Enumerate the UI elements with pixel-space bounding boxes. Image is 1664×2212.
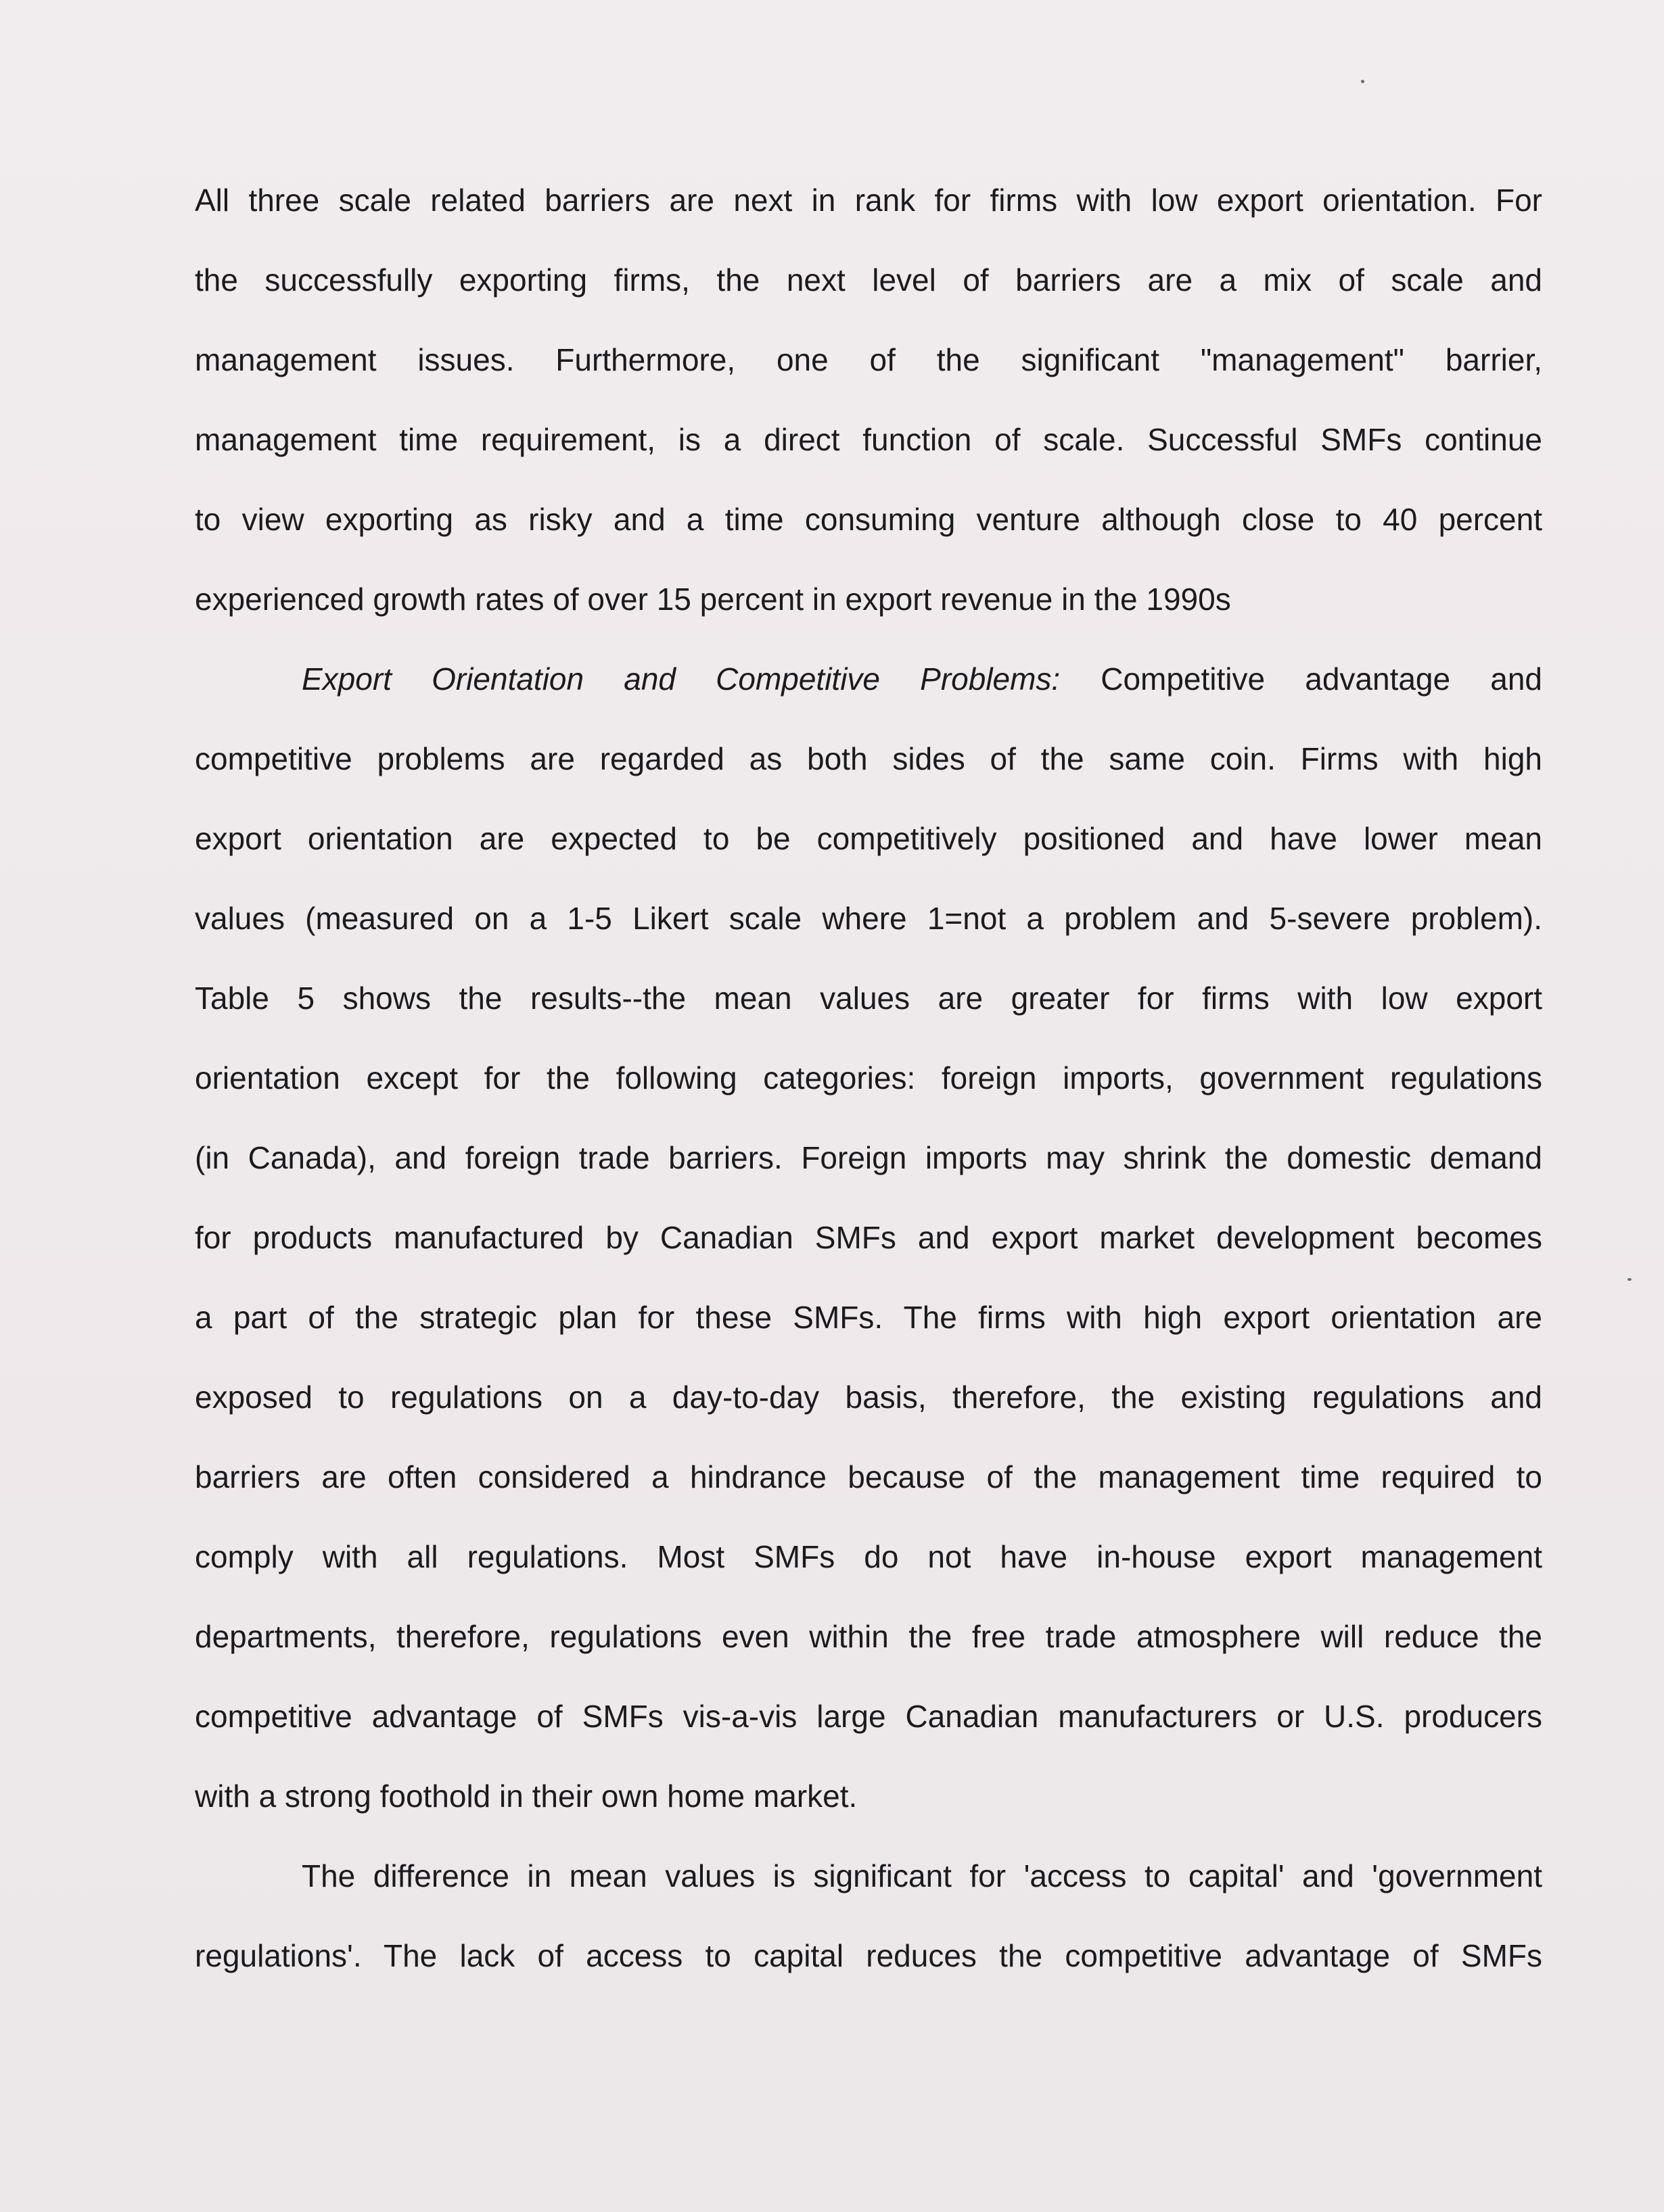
- body-text-line: for products manufactured by Canadian SMFs and export market development becomes: [195, 1220, 1542, 1255]
- body-text-line: to view exporting as risky and a time consuming venture although close to 40 percent: [195, 502, 1542, 537]
- section-heading-line: [302, 660, 1542, 698]
- scan-speck: [1361, 80, 1364, 83]
- body-text-line: competitive advantage of SMFs vis-a-vis large Canadian manufacturers or U.S. producers: [195, 1699, 1542, 1734]
- body-text-line: management issues. Furthermore, one of the significant "management" barrier,: [195, 342, 1542, 377]
- body-text-line: departments, therefore, regulations even within the free trade atmosphere will reduce the: [195, 1619, 1542, 1654]
- body-text-line: exposed to regulations on a day-to-day basis, therefore, the existing regulations and: [195, 1380, 1542, 1415]
- scan-speck: [1627, 1278, 1632, 1281]
- body-text-line: All three scale related barriers are next in rank for firms with low export orientation. For: [195, 183, 1542, 218]
- body-text-line: export orientation are expected to be competitively positioned and have lower mean: [195, 821, 1542, 856]
- body-text-line: with a strong foothold in their own home market.: [195, 1779, 858, 1814]
- body-text-line: values (measured on a 1-5 Likert scale where 1=not a problem and 5-severe problem).: [195, 901, 1542, 936]
- body-text-line: The difference in mean values is significant for 'access to capital' and 'government: [302, 1858, 1542, 1893]
- body-text-line: Table 5 shows the results--the mean values are greater for firms with low export: [195, 981, 1542, 1016]
- body-text-line: management time requirement, is a direct function of scale. Successful SMFs continue: [195, 422, 1542, 457]
- body-text-line: orientation except for the following categories: foreign imports, government regulations: [195, 1060, 1542, 1096]
- body-text-line: competitive problems are regarded as both sides of the same coin. Firms with high: [195, 741, 1542, 776]
- body-text-line: (in Canada), and foreign trade barriers. Foreign imports may shrink the domestic demand: [195, 1140, 1542, 1175]
- body-text-line: a part of the strategic plan for these SMFs. The firms with high export orientation are: [195, 1300, 1542, 1335]
- body-text-line: regulations'. The lack of access to capital reduces the competitive advantage of SMFs: [195, 1938, 1542, 1973]
- body-text-line: experienced growth rates of over 15 percent in export revenue in the 1990s: [195, 582, 1231, 617]
- body-text-line: barriers are often considered a hindrance because of the management time required to: [195, 1459, 1542, 1495]
- body-text-line: comply with all regulations. Most SMFs do not have in-house export management: [195, 1539, 1542, 1574]
- section-heading: Export Orientation and Competitive Problems:: [302, 661, 1061, 697]
- body-text-fragment: Competitive advantage and: [1101, 661, 1542, 697]
- body-text-line: the successfully exporting firms, the next level of barriers are a mix of scale and: [195, 262, 1542, 298]
